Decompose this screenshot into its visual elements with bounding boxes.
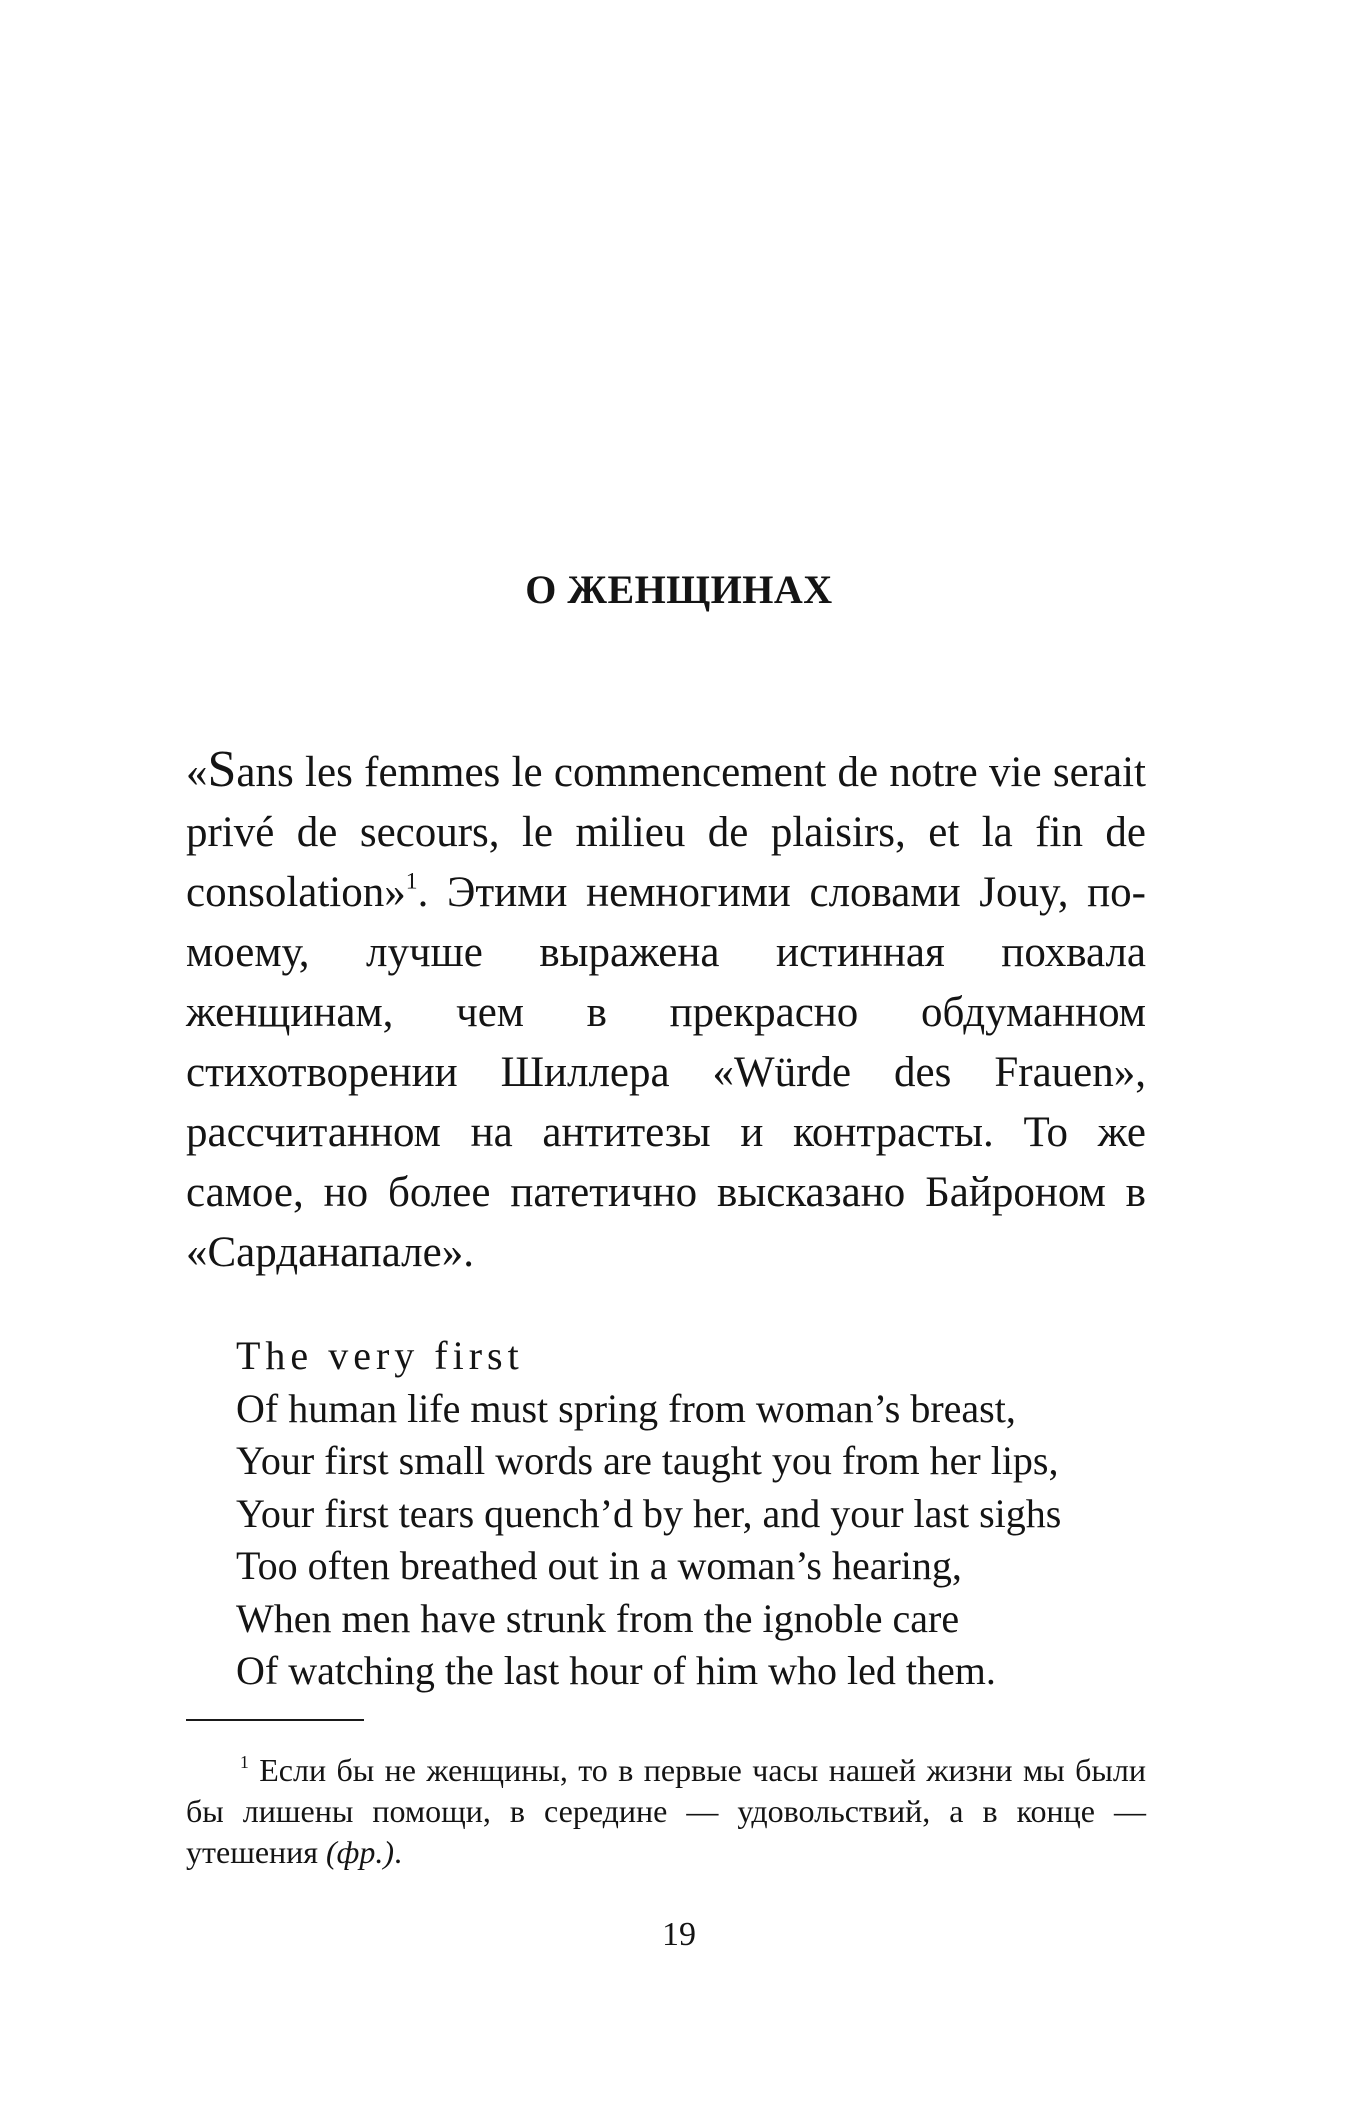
- footnote-reference: 1: [405, 868, 418, 895]
- verse-line: Of human life must spring from woman’s breast,: [236, 1385, 1016, 1431]
- footnote-text: Если бы не женщины, то в первые часы нашей жизни мы были бы лишены помощи, в середине — удовольствий, а в конце — утешения: [186, 1752, 1147, 1870]
- initial-letter: S: [207, 741, 237, 798]
- footnote: [186, 1750, 1146, 1873]
- footnote-end: .: [394, 1834, 403, 1870]
- verse-line: The very first: [236, 1333, 524, 1378]
- verse-line: Of watching the last hour of him who led them.: [236, 1648, 996, 1693]
- verse-line: When men have strunk from the ignoble care: [236, 1595, 960, 1641]
- verse-line: Too often breathed out in a woman’s hearing,: [236, 1543, 962, 1588]
- footnote-marker: 1: [240, 1751, 249, 1772]
- footnote-language-note: (фр.): [326, 1834, 395, 1870]
- paragraph-text: . Этими немногими словами Jouy, по-моему, лучше выражена истинная похвала женщинам, чем в прекрасно обдуманном стихотворении Шиллера «Würde des Frauen», рассчитанном на антитезы и контрасты. То же самое, но более патетично высказано Байроном в «Сарданапале».: [186, 869, 1146, 1276]
- footnote-divider: [186, 1719, 364, 1721]
- quote-text: ans les femmes le commencement de notre vie serait privé de secours, le milieu de plaisirs, et la fin de consolation»: [186, 749, 1146, 916]
- verse-quote: [236, 1330, 1176, 1698]
- page-number: 19: [662, 1916, 696, 1953]
- verse-line: Your first tears quench’d by her, and your last sighs: [236, 1490, 1062, 1536]
- chapter-title: О ЖЕНЩИНАХ: [525, 567, 833, 612]
- body-paragraph: [186, 740, 1146, 1283]
- verse-line: Your first small words are taught you from her lips,: [236, 1438, 1059, 1483]
- open-quote: «: [186, 749, 208, 796]
